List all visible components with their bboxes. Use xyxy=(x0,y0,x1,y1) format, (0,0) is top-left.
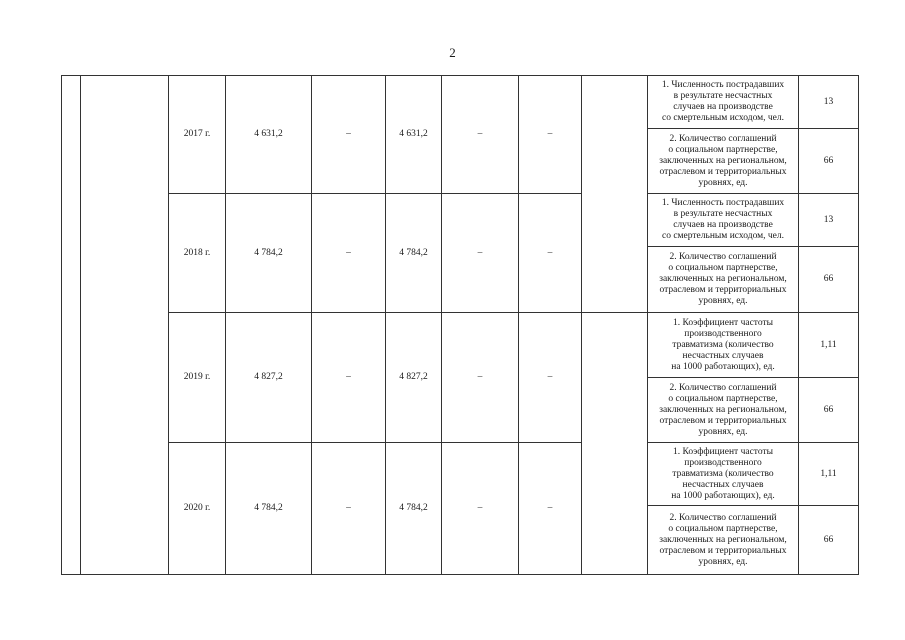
indicator-cell xyxy=(648,506,799,575)
indicator-line: 2. Количество соглашений xyxy=(669,252,777,262)
indicator-line: отраслевом и территориальных xyxy=(659,166,787,177)
total-cell: 4 827,2 xyxy=(226,313,312,443)
indicator-line: на 1000 работающих), ед. xyxy=(671,490,775,501)
indicator-cell xyxy=(648,378,799,443)
indicator-line: о социальном партнерстве, xyxy=(668,523,778,534)
local-cell: – xyxy=(442,313,519,443)
federal-cell: – xyxy=(312,76,386,194)
federal-cell: – xyxy=(312,443,386,575)
other-cell: – xyxy=(519,443,582,575)
indicator-value: 1,11 xyxy=(799,313,859,378)
indicator-line: со смертельным исходом, чел. xyxy=(661,113,785,123)
total-cell: 4 784,2 xyxy=(226,443,312,575)
blank-cell-second xyxy=(81,76,169,575)
indicator-line: отраслевом и территориальных xyxy=(659,415,787,426)
indicator-line: несчастных случаев xyxy=(682,479,764,490)
table-body xyxy=(62,76,859,575)
indicator-value: 66 xyxy=(799,378,859,443)
indicator-value: 66 xyxy=(799,247,859,313)
indicator-cell xyxy=(648,247,799,313)
regional-cell: 4 827,2 xyxy=(386,313,442,443)
indicator-line: о социальном партнерстве, xyxy=(668,263,778,273)
year-cell: 2020 г. xyxy=(169,443,226,575)
indicator-value: 13 xyxy=(799,76,859,129)
total-cell: 4 784,2 xyxy=(226,194,312,313)
regional-cell: 4 784,2 xyxy=(386,194,442,313)
program-table xyxy=(61,75,859,575)
indicator-line: производственного xyxy=(684,328,762,339)
indicator-value: 66 xyxy=(799,129,859,194)
indicator-line: отраслевом и территориальных xyxy=(659,545,787,556)
blank-cell-first xyxy=(62,76,81,575)
indicator-line: в результате несчастных xyxy=(673,209,773,219)
indicator-line: со смертельным исходом, чел. xyxy=(661,231,785,241)
indicator-line: уровнях, ед. xyxy=(698,296,748,306)
local-cell: – xyxy=(442,194,519,313)
other-cell: – xyxy=(519,313,582,443)
year-cell: 2017 г. xyxy=(169,76,226,194)
year-cell: 2018 г. xyxy=(169,194,226,313)
regional-cell: 4 784,2 xyxy=(386,443,442,575)
indicator-line: производственного xyxy=(684,457,762,468)
table-row xyxy=(62,194,859,247)
other-cell: – xyxy=(519,76,582,194)
indicator-line: в результате несчастных xyxy=(673,91,773,101)
indicator-value: 1,11 xyxy=(799,443,859,506)
indicator-line: несчастных случаев xyxy=(682,350,764,361)
indicator-line: уровнях, ед. xyxy=(698,426,748,437)
total-cell: 4 631,2 xyxy=(226,76,312,194)
indicator-line: 2. Количество соглашений xyxy=(669,133,777,144)
indicator-line: случаев на производстве xyxy=(673,220,773,230)
table-row xyxy=(62,76,859,129)
indicator-line: травматизма (количество xyxy=(672,468,774,479)
indicator-line: 1. Численность пострадавших xyxy=(661,80,785,90)
local-cell: – xyxy=(442,76,519,194)
page-number: 2 xyxy=(449,45,456,60)
indicator-cell xyxy=(648,313,799,378)
indicator-line: 2. Количество соглашений xyxy=(669,382,777,393)
indicator-line: 1. Коэффициент частоты xyxy=(673,446,773,457)
indicator-line: на 1000 работающих), ед. xyxy=(671,361,775,372)
federal-cell: – xyxy=(312,313,386,443)
table-row xyxy=(62,313,859,378)
federal-cell: – xyxy=(312,194,386,313)
other-cell: – xyxy=(519,194,582,313)
indicator-line: заключенных на региональном, xyxy=(659,274,787,284)
indicator-value: 66 xyxy=(799,506,859,575)
indicator-line: 2. Количество соглашений xyxy=(669,512,777,523)
indicator-line: отраслевом и территориальных xyxy=(659,285,787,295)
indicator-value: 13 xyxy=(799,194,859,247)
indicator-cell xyxy=(648,76,799,129)
blank-cell-group xyxy=(582,76,648,313)
indicator-line: 1. Численность пострадавших xyxy=(661,198,785,208)
indicator-line: случаев на производстве xyxy=(673,102,773,112)
indicator-line: заключенных на региональном, xyxy=(659,155,787,166)
table-row xyxy=(62,443,859,506)
indicator-line: заключенных на региональном, xyxy=(659,404,787,415)
regional-cell: 4 631,2 xyxy=(386,76,442,194)
indicator-line: 1. Коэффициент частоты xyxy=(673,317,773,328)
local-cell: – xyxy=(442,443,519,575)
indicator-line: о социальном партнерстве, xyxy=(668,393,778,404)
indicator-line: заключенных на региональном, xyxy=(659,534,787,545)
indicator-line: уровнях, ед. xyxy=(698,177,748,188)
blank-cell-group xyxy=(582,313,648,575)
indicator-line: травматизма (количество xyxy=(672,339,774,350)
year-cell: 2019 г. xyxy=(169,313,226,443)
indicator-cell xyxy=(648,129,799,194)
indicator-cell xyxy=(648,443,799,506)
indicator-line: о социальном партнерстве, xyxy=(668,144,778,155)
indicator-line: уровнях, ед. xyxy=(698,556,748,567)
indicator-cell xyxy=(648,194,799,247)
